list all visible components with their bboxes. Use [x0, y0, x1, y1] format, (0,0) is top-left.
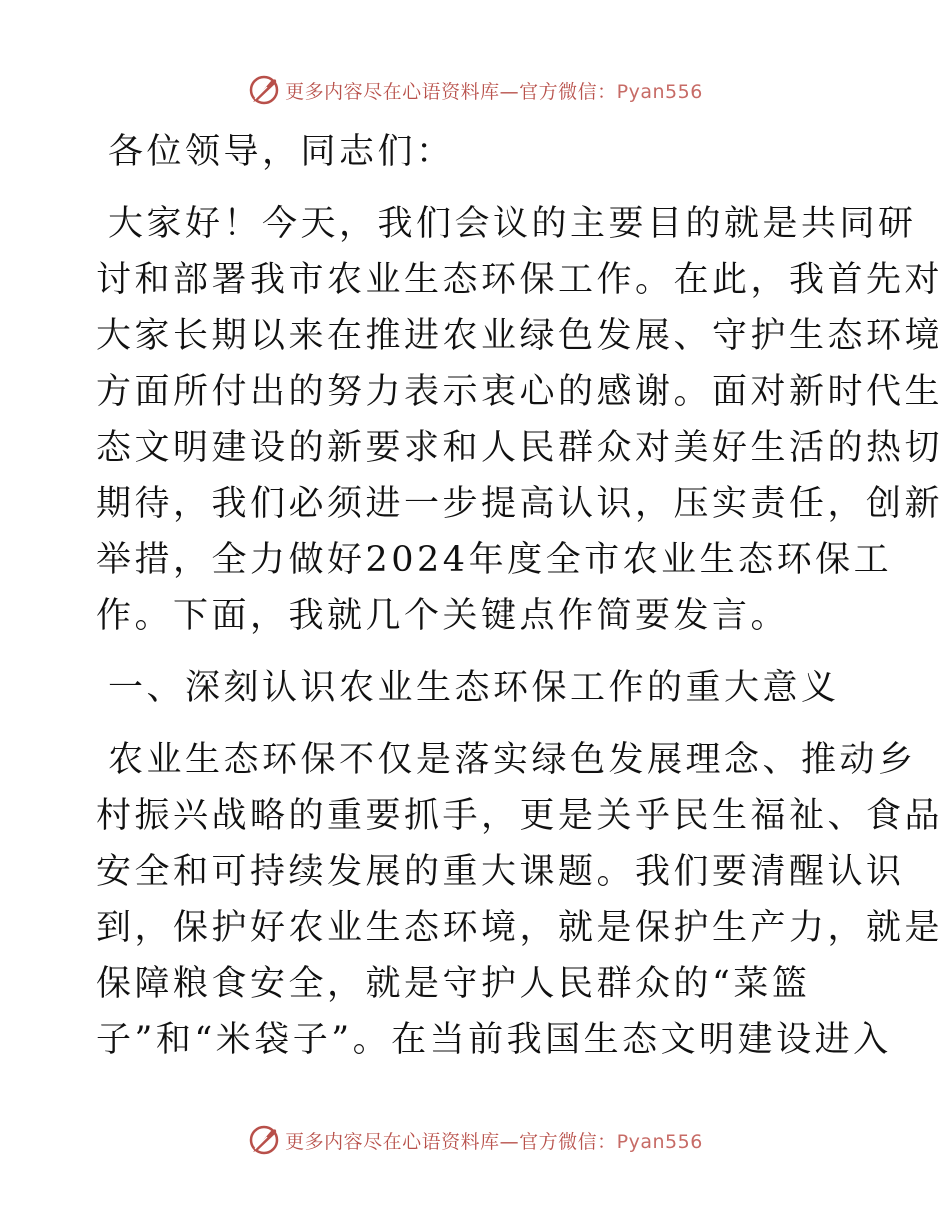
footer-watermark	[0, 1120, 950, 1160]
watermark-text: 更多内容尽在心语资料库—官方微信：	[285, 80, 617, 103]
paragraph-significance	[96, 732, 944, 1068]
watermark-wechat-id: Pyan556	[616, 1130, 703, 1153]
paragraph-intro	[96, 196, 944, 644]
paragraph-line: 大家好！今天，我们会议的主要目的就是共同研	[108, 204, 917, 244]
feather-pen-logo-icon	[247, 1123, 281, 1157]
paragraph-line: 农业生态环保不仅是落实绿色发展理念、推动乡	[108, 740, 917, 780]
paragraph-line: 作。下面，我就几个关键点作简要发言。	[96, 596, 790, 636]
paragraph-line: 态文明建设的新要求和人民群众对美好生活的热切	[96, 428, 944, 468]
paragraph-line: 大家长期以来在推进农业绿色发展、守护生态环境	[96, 316, 944, 356]
feather-pen-logo-icon	[247, 73, 281, 107]
paragraph-line: 村振兴战略的重要抓手，更是关乎民生福祉、食品	[96, 796, 944, 836]
paragraph-line: 讨和部署我市农业生态环保工作。在此，我首先对	[96, 260, 944, 300]
paragraph-line: 保障粮食安全，就是守护人民群众的“菜篮	[96, 964, 811, 1004]
salutation: 各位领导，同志们：	[108, 132, 455, 172]
paragraph-line: 方面所付出的努力表示衷心的感谢。面对新时代生	[96, 372, 944, 412]
watermark-text: 更多内容尽在心语资料库—官方微信：	[285, 1130, 617, 1153]
section-heading-1: 一、深刻认识农业生态环保工作的重大意义	[108, 668, 840, 708]
paragraph-line: 期待，我们必须进一步提高认识，压实责任，创新	[96, 484, 944, 524]
document-body	[96, 124, 944, 1084]
header-watermark	[0, 70, 950, 110]
paragraph-line: 举措，全力做好2024年度全市农业生态环保工	[96, 540, 893, 580]
paragraph-line: 安全和可持续发展的重大课题。我们要清醒认识	[96, 852, 905, 892]
paragraph-line: 子”和“米袋子”。在当前我国生态文明建设进入	[96, 1020, 892, 1060]
watermark-wechat-id: Pyan556	[616, 80, 703, 103]
paragraph-line: 到，保护好农业生态环境，就是保护生产力，就是	[96, 908, 944, 948]
